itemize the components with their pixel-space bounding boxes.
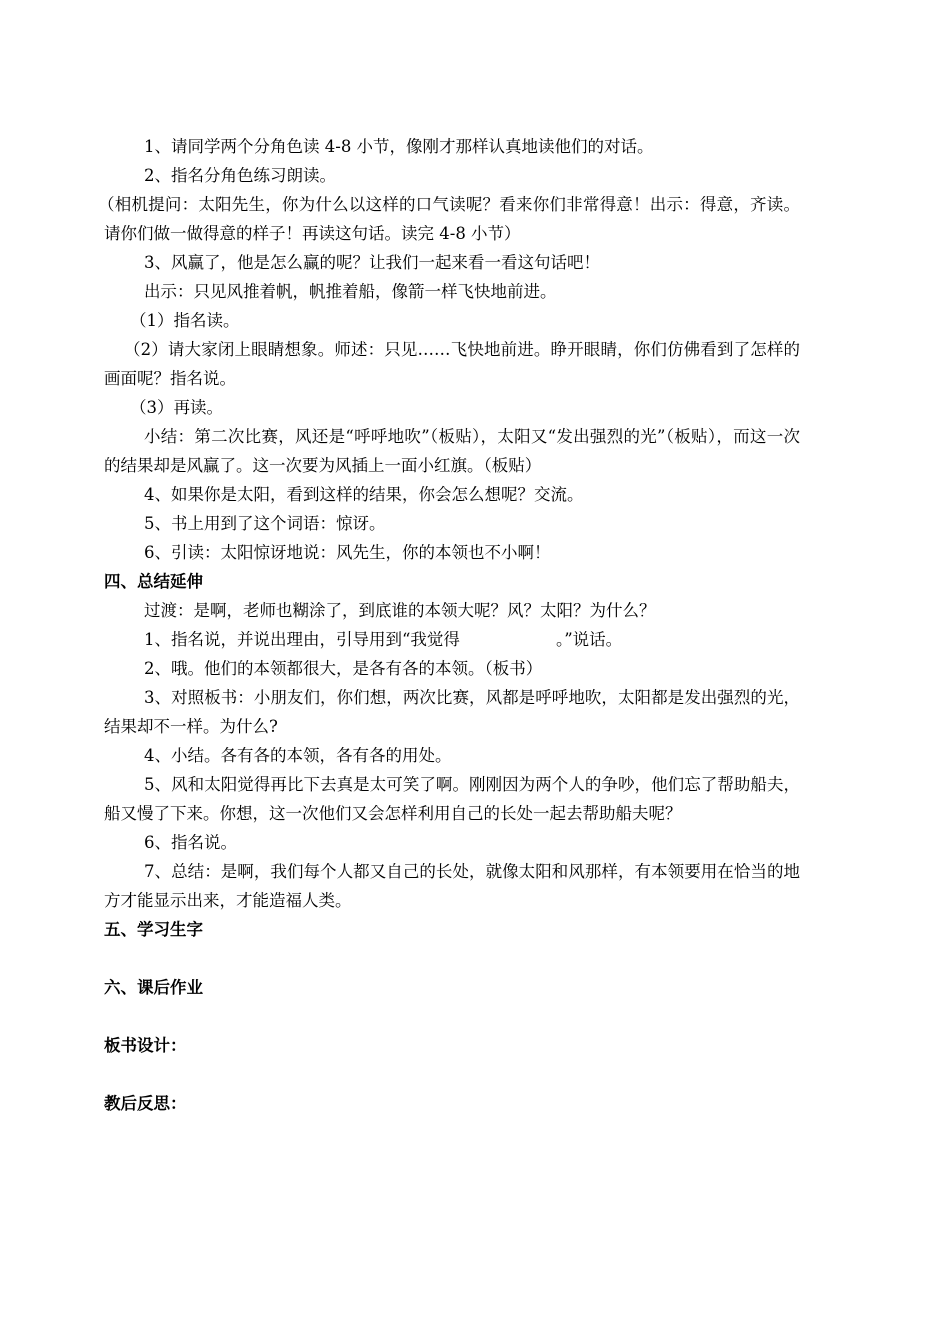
sentence-end: 。”说话。 xyxy=(555,630,623,649)
paragraph-sub-3: （3）再读。 xyxy=(130,398,223,417)
paragraph-step-4: 4、如果你是太阳，看到这样的结果，你会怎么想呢？交流。 xyxy=(144,485,584,504)
section-heading-6: 六、课后作业 xyxy=(104,978,203,997)
paragraph-summary: 小结：第二次比赛，风还是“呼呼地吹”（板贴），太阳又“发出强烈的光”（板贴），而这一次的结果却是风赢了。这一次要为风插上一面小红旗。（板贴） xyxy=(104,427,800,475)
paragraph-transition: 过渡：是啊，老师也糊涂了，到底谁的本领大呢？风？太阳？为什么？ xyxy=(144,601,656,620)
paragraph-summary-step-6: 6、指名说。 xyxy=(144,833,237,852)
paragraph-step-6: 6、引读：太阳惊讶地说：风先生，你的本领也不小啊！ xyxy=(144,543,551,562)
paragraph-step-2: 2、指名分角色练习朗读。 xyxy=(144,166,336,185)
section-heading-4: 四、总结延伸 xyxy=(104,572,203,591)
section-heading-board-design: 板书设计： xyxy=(104,1036,187,1055)
paragraph-step-5: 5、书上用到了这个词语：惊讶。 xyxy=(144,514,386,533)
spacer xyxy=(104,1060,800,1089)
section-heading-5: 五、学习生字 xyxy=(104,920,203,939)
paragraph-summary-step-5: 5、风和太阳觉得再比下去真是太可笑了啊。刚刚因为两个人的争吵，他们忘了帮助船夫，船又慢了下来。你想，这一次他们又会怎样利用自己的长处一起去帮助船夫呢？ xyxy=(104,775,800,823)
paragraph-display-sentence: 出示：只见风推着帆，帆推着船，像箭一样飞快地前进。 xyxy=(144,282,557,301)
paragraph-summary-step-7: 7、总结：是啊，我们每个人都又自己的长处，就像太阳和风那样，有本领要用在恰当的地方才能显示出来，才能造福人类。 xyxy=(104,862,800,910)
spacer xyxy=(104,944,800,973)
sentence-start: 1、指名说，并说出理由，引导用到“我觉得 xyxy=(144,630,460,649)
paragraph-teacher-prompt: （相机提问：太阳先生，你为什么以这样的口气读呢？看来你们非常得意！出示：得意，齐读。请你们做一做得意的样子！再读这句话。读完 4-8 小节） xyxy=(98,195,800,243)
paragraph-sub-2: （2）请大家闭上眼睛想象。师述：只见……飞快地前进。睁开眼睛，你们仿佛看到了怎样的画面呢？指名说。 xyxy=(104,340,800,388)
document-body xyxy=(98,132,800,1118)
paragraph-summary-step-2: 2、哦。他们的本领都很大，是各有各的本领。（板书） xyxy=(144,659,543,678)
paragraph-step-1: 1、请同学两个分角色读 4-8 小节，像刚才那样认真地读他们的对话。 xyxy=(144,137,654,156)
paragraph-sub-1: （1）指名读。 xyxy=(130,311,240,330)
spacer xyxy=(104,1002,800,1031)
paragraph-summary-step-1 xyxy=(104,625,800,654)
section-heading-reflection: 教后反思： xyxy=(104,1094,187,1113)
paragraph-summary-step-3: 3、对照板书：小朋友们，你们想，两次比赛，风都是呼呼地吹，太阳都是发出强烈的光，结果却不一样。为什么? xyxy=(104,688,800,736)
paragraph-summary-step-4: 4、小结。各有各的本领，各有各的用处。 xyxy=(144,746,452,765)
paragraph-step-3: 3、风赢了，他是怎么赢的呢？让我们一起来看一看这句话吧！ xyxy=(144,253,600,272)
